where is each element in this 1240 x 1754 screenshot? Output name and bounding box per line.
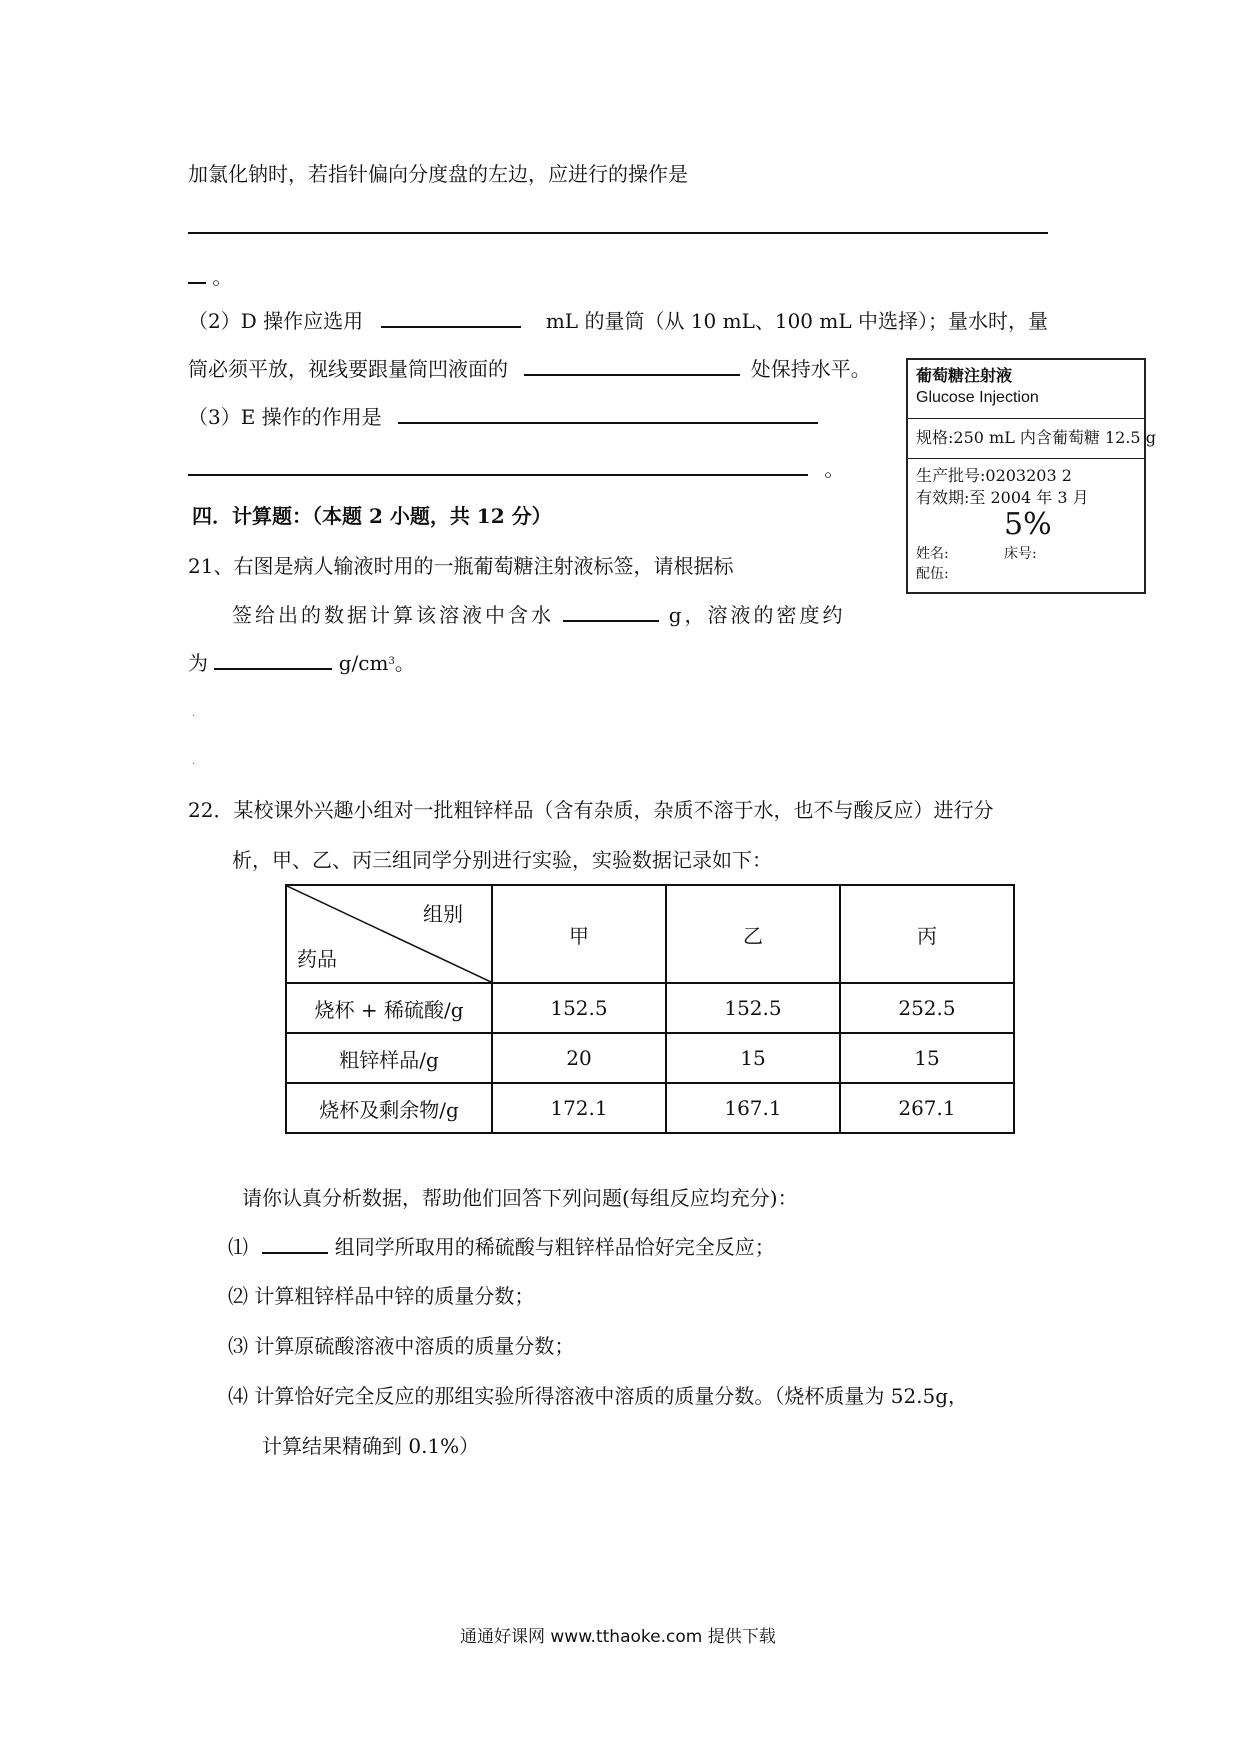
label-name-en: Glucose Injection xyxy=(916,389,1039,406)
question-3-line2 xyxy=(188,454,844,483)
question-text: mL 的量筒（从 10 mL、100 mL 中选择）；量水时，量 xyxy=(545,309,1048,333)
question-21-line2 xyxy=(232,600,846,629)
question-text: 加氯化钠时，若指针偏向分度盘的左边，应进行的操作是 xyxy=(188,162,688,186)
question-3 xyxy=(188,402,818,431)
answer-blank xyxy=(262,1232,328,1254)
section-heading: 四．计算题：（本题 2 小题，共 12 分） xyxy=(192,504,552,528)
answer-blank xyxy=(398,402,818,424)
question-2-line2 xyxy=(188,354,871,383)
table-header-cell: 丙 xyxy=(840,885,1014,983)
label-name-field: 姓名: xyxy=(916,546,949,562)
sub-question-3: ⑶ 计算原硫酸溶液中溶质的质量分数； xyxy=(228,1334,575,1358)
answer-blank xyxy=(524,354,740,376)
punctuation: 。 xyxy=(394,651,415,675)
table-cell: 15 xyxy=(840,1033,1014,1083)
punctuation: 。 xyxy=(212,265,233,289)
question-22: 22．某校课外兴趣小组对一批粗锌样品（含有杂质，杂质不溶于水，也不与酸反应）进行分 xyxy=(188,798,994,822)
table-row-label: 烧杯及剩余物/g xyxy=(286,1083,492,1133)
header-group-label: 组别 xyxy=(423,902,463,926)
table-cell: 152.5 xyxy=(492,983,666,1033)
question-21: 21、右图是病人输液时用的一瓶葡萄糖注射液标签，请根据标 xyxy=(188,554,734,578)
question-text: 签给出的数据计算该溶液中含水 xyxy=(232,603,554,627)
table-row xyxy=(286,983,1014,1033)
table-cell: 252.5 xyxy=(840,983,1014,1033)
superscript: 3 xyxy=(388,656,395,667)
question-text: 组同学所取用的稀硫酸与粗锌样品恰好完全反应； xyxy=(334,1235,775,1259)
question-text: （3）E 操作的作用是 xyxy=(188,405,382,429)
stray-mark: . xyxy=(192,756,196,767)
stray-mark: . xyxy=(192,708,196,719)
label-batch: 生产批号:0203203 2 xyxy=(916,466,1072,485)
unit: g/cm xyxy=(338,651,389,675)
label-percent: 5% xyxy=(1004,507,1052,542)
label-bed-field: 床号: xyxy=(1004,546,1037,562)
sub-question-2: ⑵ 计算粗锌样品中锌的质量分数； xyxy=(228,1284,535,1308)
header-reagent-label: 药品 xyxy=(297,947,337,971)
question-text xyxy=(188,262,232,291)
table-header-cell: 甲 xyxy=(492,885,666,983)
answer-blank xyxy=(214,648,332,670)
label-name-cn: 葡萄糖注射液 xyxy=(916,366,1013,385)
label-dispense-field: 配伍: xyxy=(916,566,949,582)
question-number: ⑴ xyxy=(228,1235,248,1259)
question-text: 筒必须平放，视线要跟量筒凹液面的 xyxy=(188,357,508,381)
question-21-line3 xyxy=(188,648,415,677)
question-text: （2）D 操作应选用 xyxy=(188,309,364,333)
sub-question-4-line2: 计算结果精确到 0.1%） xyxy=(262,1434,480,1458)
table-row-label: 粗锌样品/g xyxy=(286,1033,492,1083)
glucose-injection-label xyxy=(906,358,1156,594)
analysis-intro: 请你认真分析数据，帮助他们回答下列问题(每组反应均充分)： xyxy=(242,1186,798,1210)
question-22-line2: 析，甲、乙、丙三组同学分别进行实验，实验数据记录如下： xyxy=(232,848,772,872)
label-divider xyxy=(908,458,1144,459)
answer-blank xyxy=(381,306,521,328)
answer-blank xyxy=(563,600,659,622)
question-text: 处保持水平。 xyxy=(750,357,871,381)
punctuation: 。 xyxy=(824,457,845,481)
sub-question-4: ⑷ 计算恰好完全反应的那组实验所得溶液中溶质的质量分数。（烧杯质量为 52.5g， xyxy=(228,1384,969,1408)
table-cell: 152.5 xyxy=(666,983,840,1033)
table-row xyxy=(286,1083,1014,1133)
table-cell: 167.1 xyxy=(666,1083,840,1133)
table-cell: 15 xyxy=(666,1033,840,1083)
experiment-data-table xyxy=(285,884,1015,1134)
table-cell: 172.1 xyxy=(492,1083,666,1133)
table-cell: 20 xyxy=(492,1033,666,1083)
answer-blank-line xyxy=(188,232,1048,234)
label-expiry: 有效期:至 2004 年 3 月 xyxy=(916,488,1089,507)
question-text: 为 xyxy=(188,651,208,675)
table-header-row xyxy=(286,885,1014,983)
sub-question-1 xyxy=(228,1232,775,1261)
page-footer: 通通好课网 www.tthaoke.com 提供下载 xyxy=(460,1627,776,1647)
table-cell: 267.1 xyxy=(840,1083,1014,1133)
table-diagonal-header xyxy=(286,885,492,983)
answer-blank xyxy=(188,454,808,476)
table-row xyxy=(286,1033,1014,1083)
table-row-label: 烧杯 + 稀硫酸/g xyxy=(286,983,492,1033)
table-header-cell: 乙 xyxy=(666,885,840,983)
label-spec: 规格:250 mL 内含葡萄糖 12.5 g xyxy=(916,428,1156,447)
question-text: g，溶液的密度约 xyxy=(668,603,846,627)
question-2 xyxy=(188,306,1048,335)
answer-blank xyxy=(188,262,206,284)
